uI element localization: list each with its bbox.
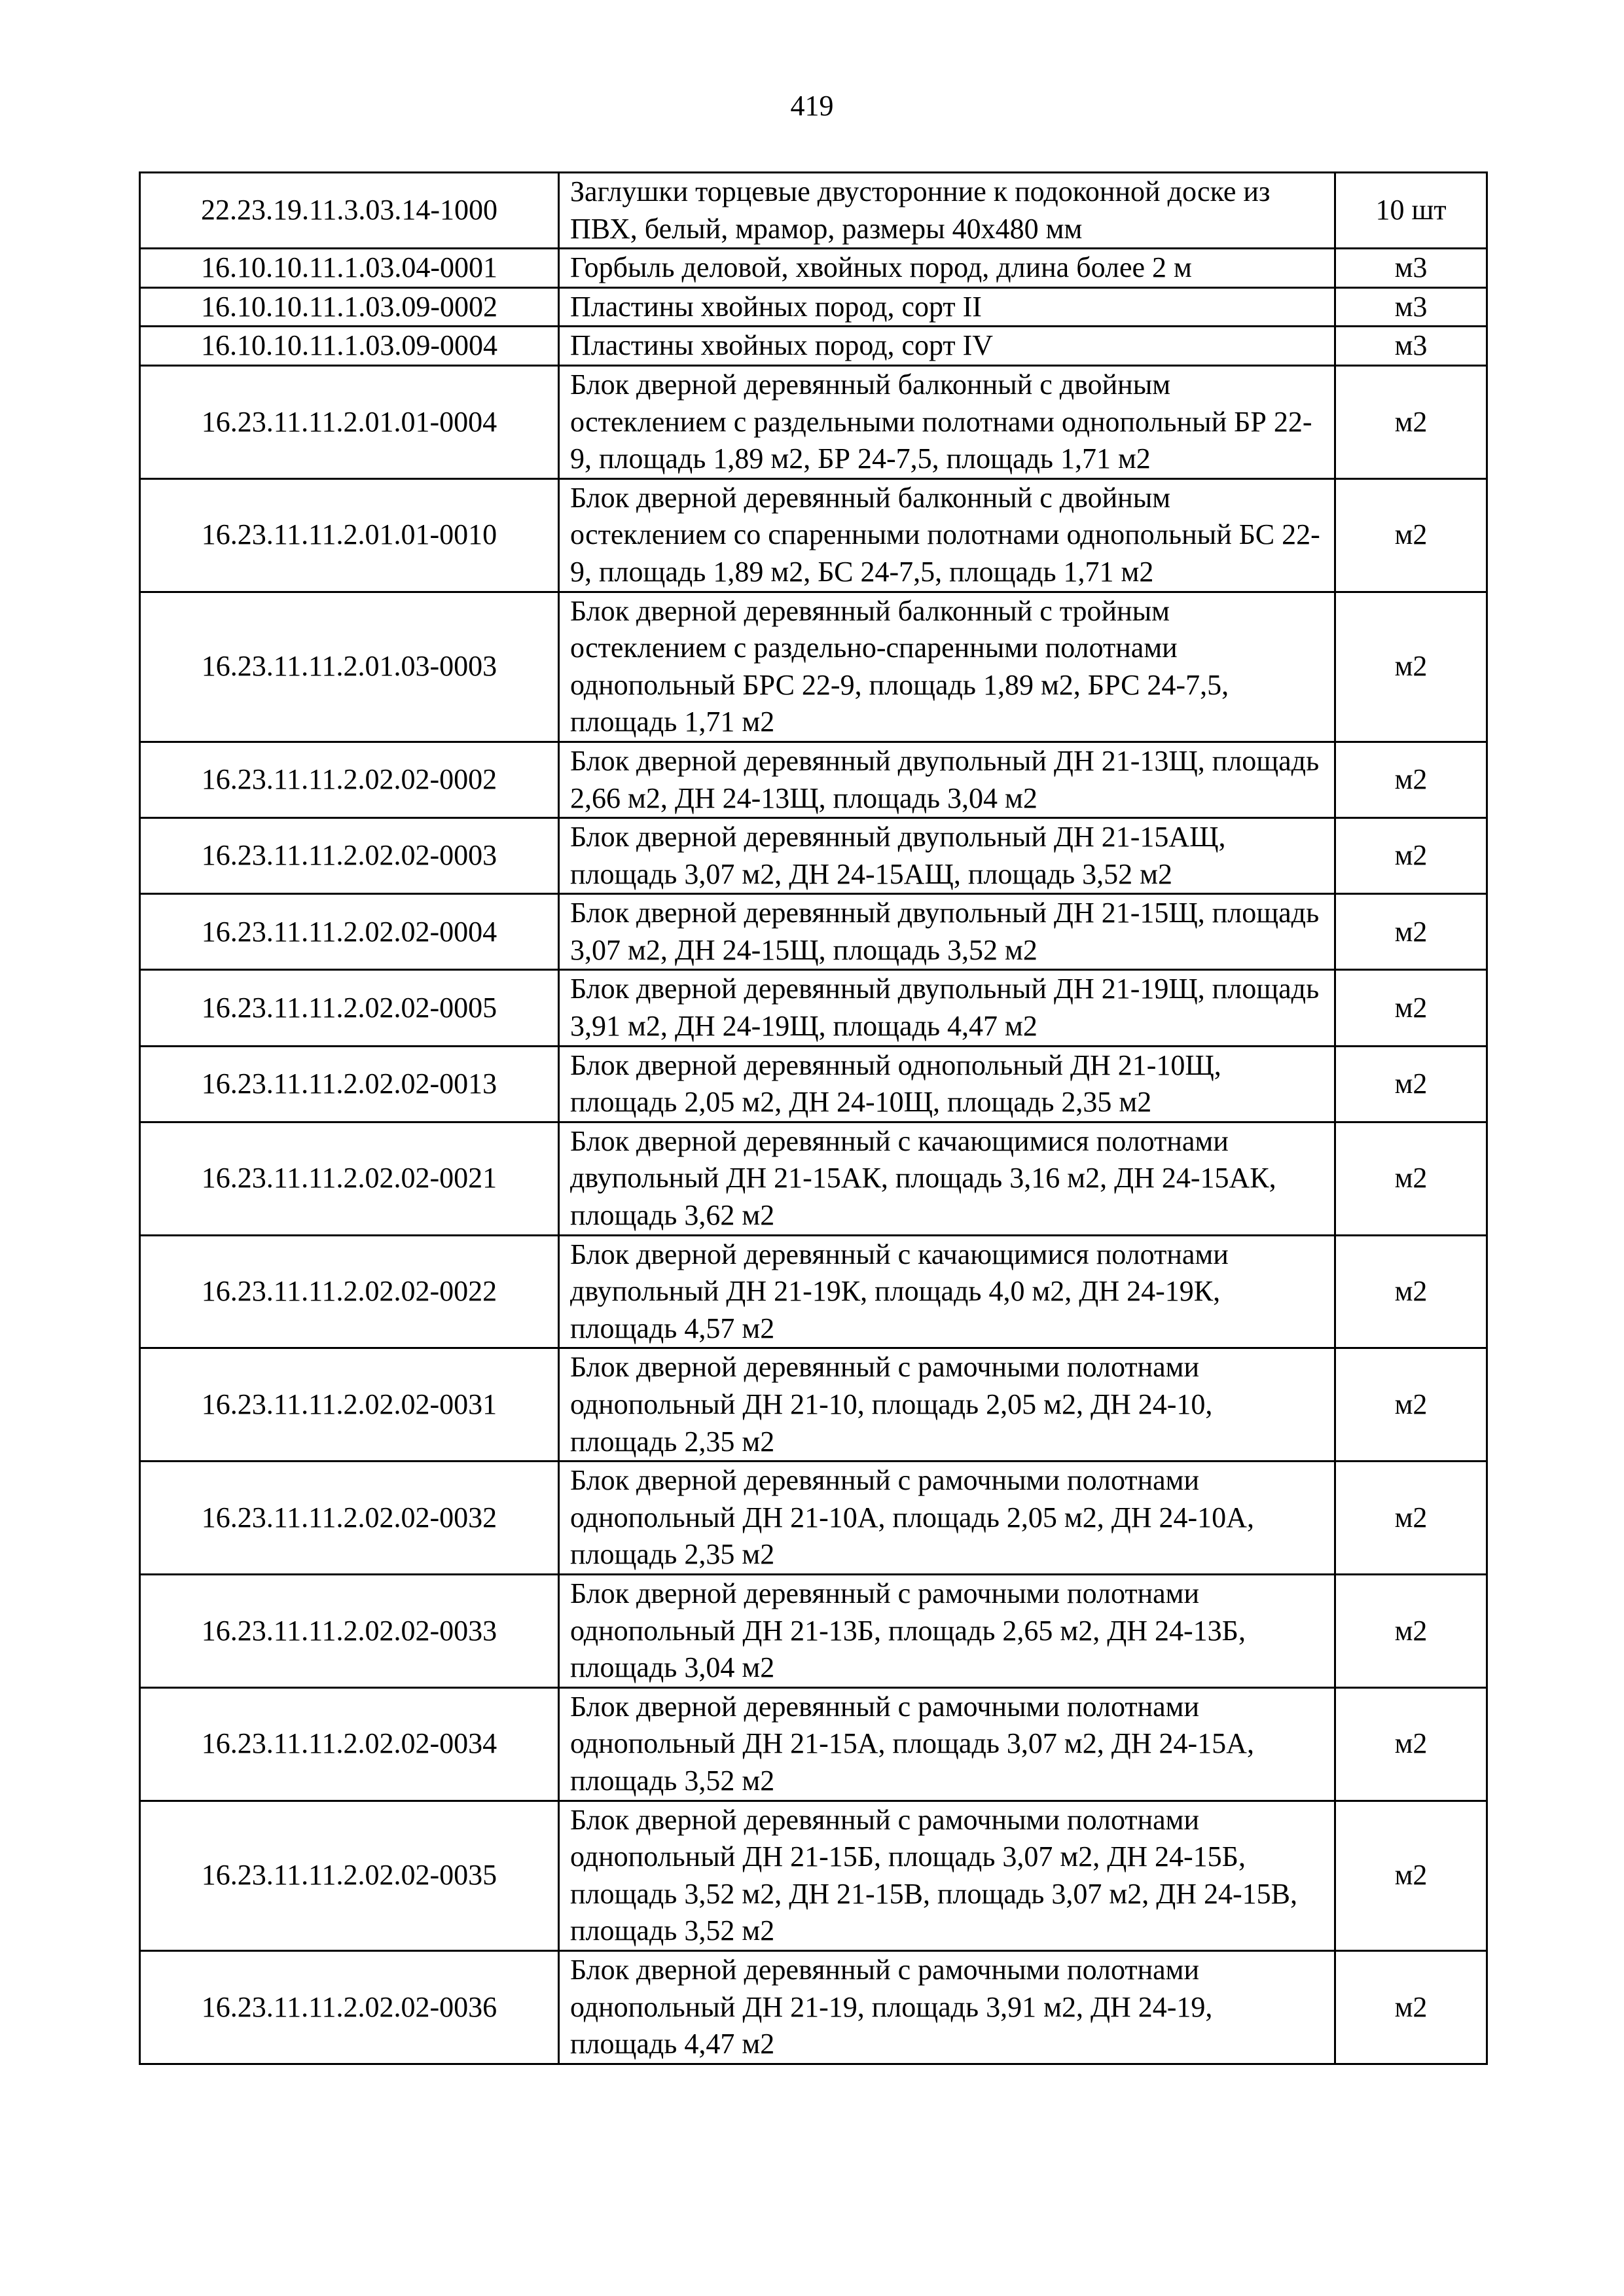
resource-code: 16.23.11.11.2.02.02-0003 bbox=[140, 818, 559, 894]
table-row bbox=[140, 1950, 1487, 2064]
resource-code: 16.23.11.11.2.02.02-0013 bbox=[140, 1046, 559, 1122]
resource-code: 16.23.11.11.2.01.01-0004 bbox=[140, 365, 559, 478]
resource-unit: м2 bbox=[1335, 970, 1487, 1046]
resource-unit: м3 bbox=[1335, 249, 1487, 288]
resource-name: Блок дверной деревянный двупольный ДН 21-19Щ, площадь 3,91 м2, ДН 24-19Щ, площадь 4,47 м2 bbox=[559, 970, 1335, 1046]
resource-code: 22.23.19.11.3.03.14-1000 bbox=[140, 173, 559, 249]
resource-unit: м2 bbox=[1335, 742, 1487, 817]
page-number: 419 bbox=[790, 90, 834, 122]
resource-unit: 10 шт bbox=[1335, 173, 1487, 249]
resource-unit: м2 bbox=[1335, 1046, 1487, 1122]
resource-name: Блок дверной деревянный с рамочными полотнами однопольный ДН 21-10, площадь 2,05 м2, ДН 24-10, площадь 2,35 м2 bbox=[559, 1348, 1335, 1462]
resource-code: 16.23.11.11.2.02.02-0035 bbox=[140, 1801, 559, 1950]
resource-name: Заглушки торцевые двусторонние к подоконной доске из ПВХ, белый, мрамор, размеры 40х480 мм bbox=[559, 173, 1335, 249]
resource-unit: м3 bbox=[1335, 287, 1487, 327]
resource-name: Блок дверной деревянный балконный с тройным остеклением с раздельно-спаренными полотнами однопольный БРС 22-9, площадь 1,89 м2, БРС 24-7,5, площадь 1,71 м2 bbox=[559, 592, 1335, 742]
resource-name: Блок дверной деревянный с качающимися полотнами двупольный ДН 21-19К, площадь 4,0 м2, ДН 24-19К, площадь 4,57 м2 bbox=[559, 1235, 1335, 1348]
resource-unit: м2 bbox=[1335, 592, 1487, 742]
resource-code: 16.23.11.11.2.02.02-0034 bbox=[140, 1687, 559, 1801]
resource-unit: м2 bbox=[1335, 894, 1487, 970]
resource-name: Блок дверной деревянный с качающимися полотнами двупольный ДН 21-15АК, площадь 3,16 м2, ДН 24-15АК, площадь 3,62 м2 bbox=[559, 1122, 1335, 1235]
resource-name: Блок дверной деревянный двупольный ДН 21-15Щ, площадь 3,07 м2, ДН 24-15Щ, площадь 3,52 м2 bbox=[559, 894, 1335, 970]
resource-code: 16.23.11.11.2.01.03-0003 bbox=[140, 592, 559, 742]
resource-unit: м2 bbox=[1335, 1122, 1487, 1235]
resource-code: 16.23.11.11.2.02.02-0021 bbox=[140, 1122, 559, 1235]
resource-name: Блок дверной деревянный с рамочными полотнами однопольный ДН 21-13Б, площадь 2,65 м2, ДН 24-13Б, площадь 3,04 м2 bbox=[559, 1574, 1335, 1687]
resource-unit: м2 bbox=[1335, 1801, 1487, 1950]
table-row bbox=[140, 818, 1487, 894]
resource-unit: м3 bbox=[1335, 327, 1487, 366]
resource-unit: м2 bbox=[1335, 1462, 1487, 1575]
resource-unit: м2 bbox=[1335, 1348, 1487, 1462]
resource-code: 16.23.11.11.2.02.02-0005 bbox=[140, 970, 559, 1046]
resource-name: Блок дверной деревянный балконный с двойным остеклением с раздельными полотнами однопольный БР 22-9, площадь 1,89 м2, БР 24-7,5, площадь 1,71 м2 bbox=[559, 365, 1335, 478]
resource-code: 16.23.11.11.2.02.02-0002 bbox=[140, 742, 559, 817]
resource-code: 16.23.11.11.2.02.02-0033 bbox=[140, 1574, 559, 1687]
table-row bbox=[140, 1687, 1487, 1801]
table-row bbox=[140, 1235, 1487, 1348]
resource-name: Пластины хвойных пород, сорт IV bbox=[559, 327, 1335, 366]
resource-code: 16.23.11.11.2.02.02-0031 bbox=[140, 1348, 559, 1462]
table-row bbox=[140, 894, 1487, 970]
resource-name: Блок дверной деревянный с рамочными полотнами однопольный ДН 21-15А, площадь 3,07 м2, ДН 24-15А, площадь 3,52 м2 bbox=[559, 1687, 1335, 1801]
table-row bbox=[140, 592, 1487, 742]
table-row bbox=[140, 1348, 1487, 1462]
resource-code: 16.10.10.11.1.03.09-0002 bbox=[140, 287, 559, 327]
table-row bbox=[140, 173, 1487, 249]
resource-table bbox=[139, 171, 1488, 2065]
table-row bbox=[140, 327, 1487, 366]
table-row bbox=[140, 1574, 1487, 1687]
resource-name: Горбыль деловой, хвойных пород, длина более 2 м bbox=[559, 249, 1335, 288]
resource-unit: м2 bbox=[1335, 1235, 1487, 1348]
resource-unit: м2 bbox=[1335, 1687, 1487, 1801]
resource-name: Блок дверной деревянный с рамочными полотнами однопольный ДН 21-19, площадь 3,91 м2, ДН 24-19, площадь 4,47 м2 bbox=[559, 1950, 1335, 2064]
table-row bbox=[140, 1046, 1487, 1122]
resource-name: Блок дверной деревянный балконный с двойным остеклением со спаренными полотнами однопольный БС 22-9, площадь 1,89 м2, БС 24-7,5, площадь 1,71 м2 bbox=[559, 478, 1335, 592]
resource-name: Пластины хвойных пород, сорт II bbox=[559, 287, 1335, 327]
resource-code: 16.23.11.11.2.02.02-0036 bbox=[140, 1950, 559, 2064]
table-row bbox=[140, 970, 1487, 1046]
table-row bbox=[140, 287, 1487, 327]
table-row bbox=[140, 1122, 1487, 1235]
resource-code: 16.10.10.11.1.03.09-0004 bbox=[140, 327, 559, 366]
table-row bbox=[140, 249, 1487, 288]
resource-name: Блок дверной деревянный однопольный ДН 21-10Щ, площадь 2,05 м2, ДН 24-10Щ, площадь 2,35 м2 bbox=[559, 1046, 1335, 1122]
resource-code: 16.23.11.11.2.02.02-0022 bbox=[140, 1235, 559, 1348]
resource-name: Блок дверной деревянный с рамочными полотнами однопольный ДН 21-15Б, площадь 3,07 м2, ДН 24-15Б, площадь 3,52 м2, ДН 21-15В, площадь 3,07 м2, ДН 24-15В, площадь 3,52 м2 bbox=[559, 1801, 1335, 1950]
resource-code: 16.23.11.11.2.02.02-0032 bbox=[140, 1462, 559, 1575]
table-row bbox=[140, 365, 1487, 478]
resource-name: Блок дверной деревянный двупольный ДН 21-15АЩ, площадь 3,07 м2, ДН 24-15АЩ, площадь 3,52 м2 bbox=[559, 818, 1335, 894]
resource-code: 16.23.11.11.2.01.01-0010 bbox=[140, 478, 559, 592]
resource-code: 16.10.10.11.1.03.04-0001 bbox=[140, 249, 559, 288]
table-row bbox=[140, 1801, 1487, 1950]
resource-unit: м2 bbox=[1335, 365, 1487, 478]
resource-code: 16.23.11.11.2.02.02-0004 bbox=[140, 894, 559, 970]
table-row bbox=[140, 742, 1487, 817]
resource-unit: м2 bbox=[1335, 818, 1487, 894]
resource-name: Блок дверной деревянный двупольный ДН 21-13Щ, площадь 2,66 м2, ДН 24-13Щ, площадь 3,04 м2 bbox=[559, 742, 1335, 817]
resource-name: Блок дверной деревянный с рамочными полотнами однопольный ДН 21-10А, площадь 2,05 м2, ДН 24-10А, площадь 2,35 м2 bbox=[559, 1462, 1335, 1575]
table-row bbox=[140, 478, 1487, 592]
table-row bbox=[140, 1462, 1487, 1575]
resource-unit: м2 bbox=[1335, 1574, 1487, 1687]
table-body bbox=[140, 173, 1487, 2064]
resource-unit: м2 bbox=[1335, 1950, 1487, 2064]
resource-unit: м2 bbox=[1335, 478, 1487, 592]
